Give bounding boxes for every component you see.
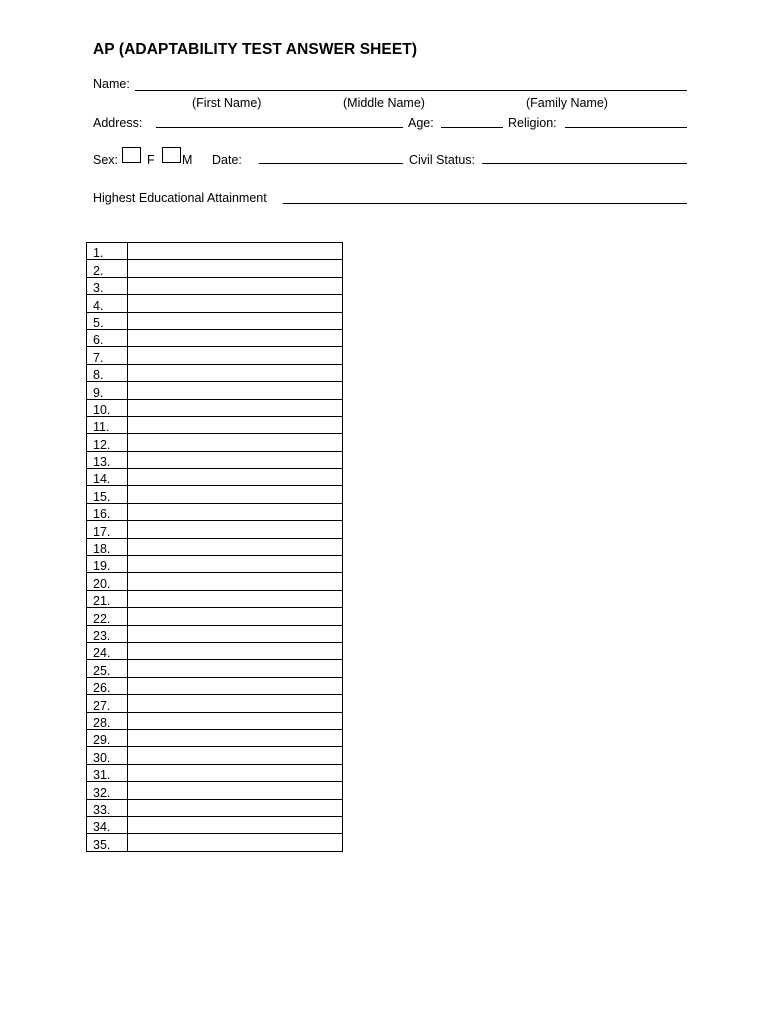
answer-number: 32. bbox=[87, 782, 128, 799]
table-row bbox=[87, 590, 343, 607]
answer-cell[interactable] bbox=[128, 729, 343, 746]
answer-cell[interactable] bbox=[128, 399, 343, 416]
answer-cell[interactable] bbox=[128, 608, 343, 625]
education-field[interactable] bbox=[283, 203, 687, 204]
answer-number: 18. bbox=[87, 538, 128, 555]
answer-number: 3. bbox=[87, 277, 128, 294]
table-row bbox=[87, 712, 343, 729]
answer-cell[interactable] bbox=[128, 243, 343, 260]
answer-number: 21. bbox=[87, 590, 128, 607]
answer-cell[interactable] bbox=[128, 434, 343, 451]
table-row bbox=[87, 816, 343, 833]
religion-field[interactable] bbox=[565, 127, 687, 128]
answer-number: 5. bbox=[87, 312, 128, 329]
answer-cell[interactable] bbox=[128, 677, 343, 694]
answer-number: 33. bbox=[87, 799, 128, 816]
table-row bbox=[87, 260, 343, 277]
answer-cell[interactable] bbox=[128, 416, 343, 433]
age-field[interactable] bbox=[441, 127, 503, 128]
answer-cell[interactable] bbox=[128, 712, 343, 729]
answer-number: 20. bbox=[87, 573, 128, 590]
table-row bbox=[87, 277, 343, 294]
answer-number: 9. bbox=[87, 382, 128, 399]
first-name-caption: (First Name) bbox=[192, 96, 262, 110]
address-field[interactable] bbox=[156, 127, 403, 128]
table-row bbox=[87, 399, 343, 416]
table-row bbox=[87, 469, 343, 486]
answer-number: 2. bbox=[87, 260, 128, 277]
answer-number: 8. bbox=[87, 364, 128, 381]
table-row bbox=[87, 451, 343, 468]
table-row bbox=[87, 782, 343, 799]
table-row bbox=[87, 434, 343, 451]
table-row bbox=[87, 764, 343, 781]
table-row bbox=[87, 521, 343, 538]
sex-male-checkbox[interactable] bbox=[162, 147, 181, 163]
answer-cell[interactable] bbox=[128, 660, 343, 677]
answer-cell[interactable] bbox=[128, 347, 343, 364]
table-row bbox=[87, 608, 343, 625]
answer-cell[interactable] bbox=[128, 538, 343, 555]
answer-number: 15. bbox=[87, 486, 128, 503]
table-row bbox=[87, 364, 343, 381]
answer-number: 25. bbox=[87, 660, 128, 677]
page-title: AP (ADAPTABILITY TEST ANSWER SHEET) bbox=[93, 41, 418, 58]
table-row bbox=[87, 243, 343, 260]
answer-number: 13. bbox=[87, 451, 128, 468]
answer-cell[interactable] bbox=[128, 260, 343, 277]
answer-cell[interactable] bbox=[128, 573, 343, 590]
answer-cell[interactable] bbox=[128, 312, 343, 329]
answer-cell[interactable] bbox=[128, 747, 343, 764]
date-label: Date: bbox=[212, 153, 242, 167]
answer-number: 26. bbox=[87, 677, 128, 694]
answer-number: 35. bbox=[87, 834, 128, 851]
table-row bbox=[87, 625, 343, 642]
answer-cell[interactable] bbox=[128, 295, 343, 312]
table-row bbox=[87, 295, 343, 312]
answer-cell[interactable] bbox=[128, 764, 343, 781]
address-label: Address: bbox=[93, 116, 143, 130]
answer-cell[interactable] bbox=[128, 695, 343, 712]
answer-cell[interactable] bbox=[128, 816, 343, 833]
table-row bbox=[87, 729, 343, 746]
table-row bbox=[87, 799, 343, 816]
answer-number: 29. bbox=[87, 729, 128, 746]
table-row bbox=[87, 747, 343, 764]
table-row bbox=[87, 312, 343, 329]
answer-cell[interactable] bbox=[128, 834, 343, 851]
answer-number: 30. bbox=[87, 747, 128, 764]
answer-cell[interactable] bbox=[128, 782, 343, 799]
family-name-caption: (Family Name) bbox=[526, 96, 608, 110]
table-row bbox=[87, 695, 343, 712]
answer-number: 19. bbox=[87, 556, 128, 573]
answer-cell[interactable] bbox=[128, 364, 343, 381]
answer-number: 24. bbox=[87, 642, 128, 659]
table-row bbox=[87, 329, 343, 346]
table-row bbox=[87, 538, 343, 555]
answer-cell[interactable] bbox=[128, 642, 343, 659]
answer-number: 22. bbox=[87, 608, 128, 625]
sex-label: Sex: bbox=[93, 153, 119, 167]
answer-cell[interactable] bbox=[128, 521, 343, 538]
answer-number: 16. bbox=[87, 503, 128, 520]
table-row bbox=[87, 416, 343, 433]
sex-male-label: M bbox=[182, 153, 193, 167]
education-label: Highest Educational Attainment bbox=[93, 191, 267, 205]
answer-cell[interactable] bbox=[128, 590, 343, 607]
answer-cell[interactable] bbox=[128, 799, 343, 816]
answer-cell[interactable] bbox=[128, 277, 343, 294]
answer-cell[interactable] bbox=[128, 382, 343, 399]
table-row bbox=[87, 677, 343, 694]
answer-number: 14. bbox=[87, 469, 128, 486]
table-row bbox=[87, 660, 343, 677]
table-row bbox=[87, 642, 343, 659]
answer-number: 6. bbox=[87, 329, 128, 346]
table-row bbox=[87, 834, 343, 851]
answer-number: 28. bbox=[87, 712, 128, 729]
answer-number: 27. bbox=[87, 695, 128, 712]
answer-number: 17. bbox=[87, 521, 128, 538]
answer-number: 23. bbox=[87, 625, 128, 642]
answer-number: 31. bbox=[87, 764, 128, 781]
name-label: Name: bbox=[93, 77, 130, 91]
civil-status-field[interactable] bbox=[482, 163, 687, 164]
answer-number: 12. bbox=[87, 434, 128, 451]
sex-female-checkbox[interactable] bbox=[122, 147, 141, 163]
answer-cell[interactable] bbox=[128, 556, 343, 573]
middle-name-caption: (Middle Name) bbox=[343, 96, 425, 110]
table-row bbox=[87, 486, 343, 503]
table-row bbox=[87, 503, 343, 520]
answer-cell[interactable] bbox=[128, 329, 343, 346]
answer-number: 10. bbox=[87, 399, 128, 416]
answer-cell[interactable] bbox=[128, 451, 343, 468]
age-label: Age: bbox=[408, 116, 434, 130]
answer-number: 1. bbox=[87, 243, 128, 260]
civil-status-label: Civil Status: bbox=[409, 153, 475, 167]
date-field[interactable] bbox=[259, 163, 403, 164]
table-row bbox=[87, 556, 343, 573]
answer-number: 11. bbox=[87, 416, 128, 433]
answer-table bbox=[86, 242, 343, 852]
answer-cell[interactable] bbox=[128, 503, 343, 520]
sex-female-label: F bbox=[147, 153, 155, 167]
table-row bbox=[87, 382, 343, 399]
answer-number: 34. bbox=[87, 816, 128, 833]
answer-cell[interactable] bbox=[128, 625, 343, 642]
name-field[interactable] bbox=[135, 90, 687, 91]
answer-cell[interactable] bbox=[128, 486, 343, 503]
answer-cell[interactable] bbox=[128, 469, 343, 486]
answer-number: 7. bbox=[87, 347, 128, 364]
religion-label: Religion: bbox=[508, 116, 557, 130]
table-row bbox=[87, 347, 343, 364]
answer-number: 4. bbox=[87, 295, 128, 312]
table-row bbox=[87, 573, 343, 590]
